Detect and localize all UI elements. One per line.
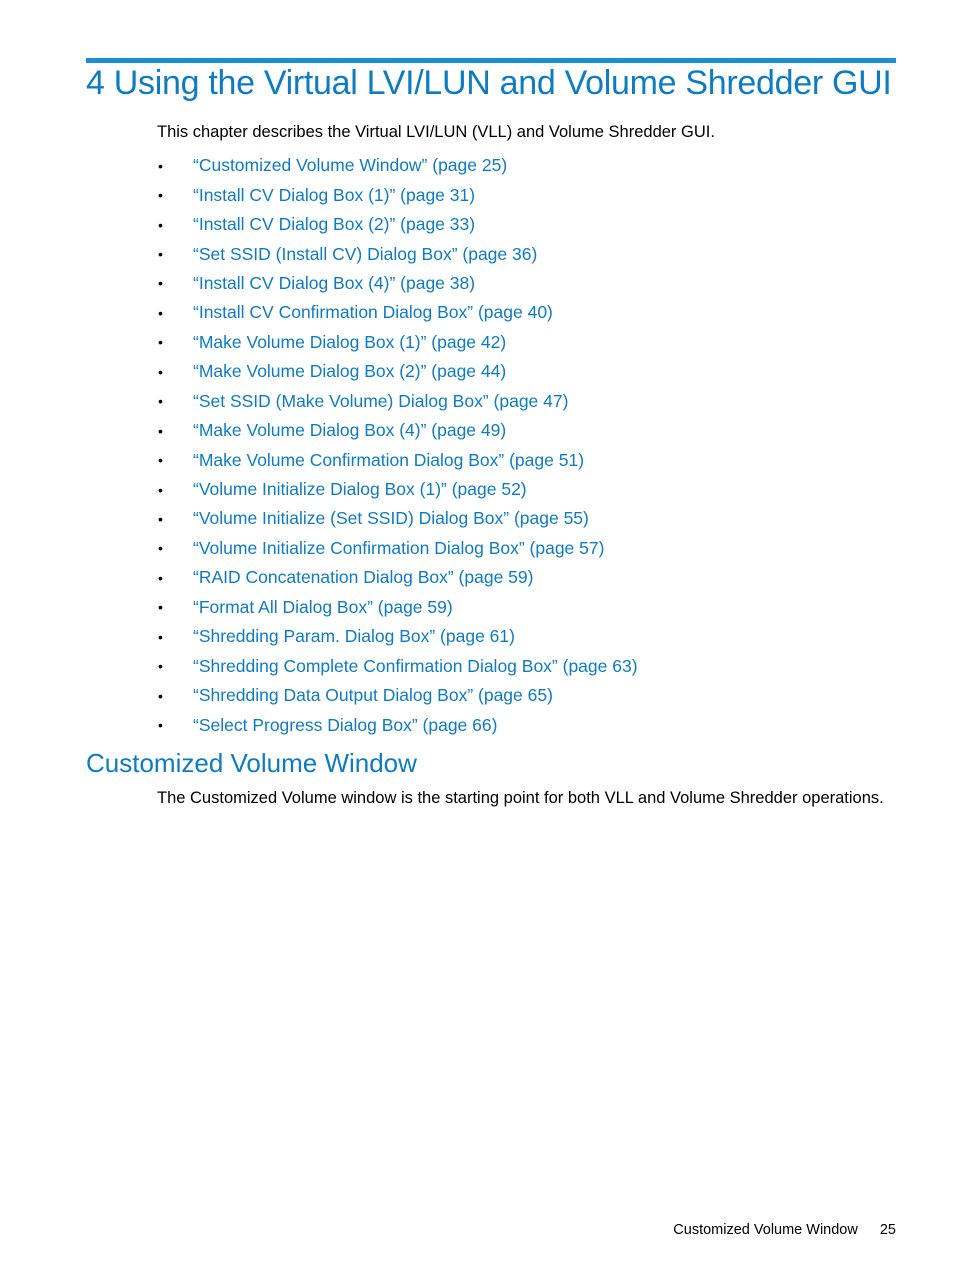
toc-link[interactable]: “Shredding Complete Confirmation Dialog Box” (page 63) [193,655,638,676]
bullet-icon: • [158,187,163,204]
toc-item [157,651,638,680]
section-title: Customized Volume Window [86,748,417,778]
toc-item [157,681,638,710]
toc-item [157,210,638,239]
toc-link[interactable]: “Install CV Dialog Box (1)” (page 31) [193,184,476,205]
toc-item [157,328,638,357]
bullet-icon: • [158,658,163,675]
toc-link[interactable]: “Volume Initialize (Set SSID) Dialog Box” (page 55) [193,508,589,529]
toc-link[interactable]: “Set SSID (Make Volume) Dialog Box” (page 47) [193,390,569,411]
toc-link[interactable]: “Make Volume Dialog Box (4)” (page 49) [193,420,507,441]
toc-link[interactable]: “RAID Concatenation Dialog Box” (page 59) [193,567,534,588]
footer-running-title: Customized Volume Window [673,1222,858,1238]
toc-link[interactable]: “Make Volume Dialog Box (1)” (page 42) [193,331,507,352]
toc-item [157,622,638,651]
bullet-icon: • [158,628,163,645]
bullet-icon: • [158,216,163,233]
toc-item [157,593,638,622]
bullet-icon: • [158,599,163,616]
bullet-icon: • [158,569,163,586]
toc-item [157,445,638,474]
toc-link[interactable]: “Select Progress Dialog Box” (page 66) [193,714,498,735]
toc-item [157,563,638,592]
toc-link[interactable]: “Format All Dialog Box” (page 59) [193,596,453,617]
bullet-icon: • [158,304,163,321]
toc-link[interactable]: “Shredding Param. Dialog Box” (page 61) [193,626,515,647]
toc-link[interactable]: “Install CV Dialog Box (4)” (page 38) [193,272,476,293]
bullet-icon: • [158,334,163,351]
page-footer [673,1222,896,1238]
bullet-icon: • [158,540,163,557]
bullet-icon: • [158,157,163,174]
bullet-icon: • [158,481,163,498]
toc-item [157,387,638,416]
toc-item [157,357,638,386]
toc-item [157,269,638,298]
toc-link[interactable]: “Volume Initialize Dialog Box (1)” (page 52) [193,479,527,500]
bullet-icon: • [158,687,163,704]
toc-item [157,180,638,209]
chapter-intro: This chapter describes the Virtual LVI/LUN (VLL) and Volume Shredder GUI. [157,123,715,141]
toc-item [157,239,638,268]
bullet-icon: • [158,393,163,410]
toc-item [157,151,638,180]
bullet-icon: • [158,422,163,439]
toc-link[interactable]: “Set SSID (Install CV) Dialog Box” (page 36) [193,243,538,264]
chapter-title: 4 Using the Virtual LVI/LUN and Volume Shredder GUI [86,64,892,102]
toc-item [157,298,638,327]
toc-link[interactable]: “Shredding Data Output Dialog Box” (page 65) [193,685,553,706]
bullet-icon: • [158,363,163,380]
bullet-icon: • [158,510,163,527]
toc-item [157,534,638,563]
toc-item [157,504,638,533]
bullet-icon: • [158,246,163,263]
toc-link[interactable]: “Volume Initialize Confirmation Dialog Box” (page 57) [193,537,605,558]
bullet-icon: • [158,275,163,292]
toc-link[interactable]: “Customized Volume Window” (page 25) [193,155,508,176]
toc-link[interactable]: “Install CV Dialog Box (2)” (page 33) [193,214,476,235]
toc-link[interactable]: “Make Volume Confirmation Dialog Box” (page 51) [193,449,585,470]
bullet-icon: • [158,452,163,469]
chapter-top-rule [86,58,896,63]
section-body: The Customized Volume window is the starting point for both VLL and Volume Shredder operations. [157,789,884,807]
toc-list [157,151,638,740]
page-number: 25 [879,1222,896,1238]
toc-link[interactable]: “Make Volume Dialog Box (2)” (page 44) [193,361,507,382]
toc-item [157,710,638,739]
toc-item [157,416,638,445]
bullet-icon: • [158,717,163,734]
toc-link[interactable]: “Install CV Confirmation Dialog Box” (page 40) [193,302,553,323]
toc-item [157,475,638,504]
